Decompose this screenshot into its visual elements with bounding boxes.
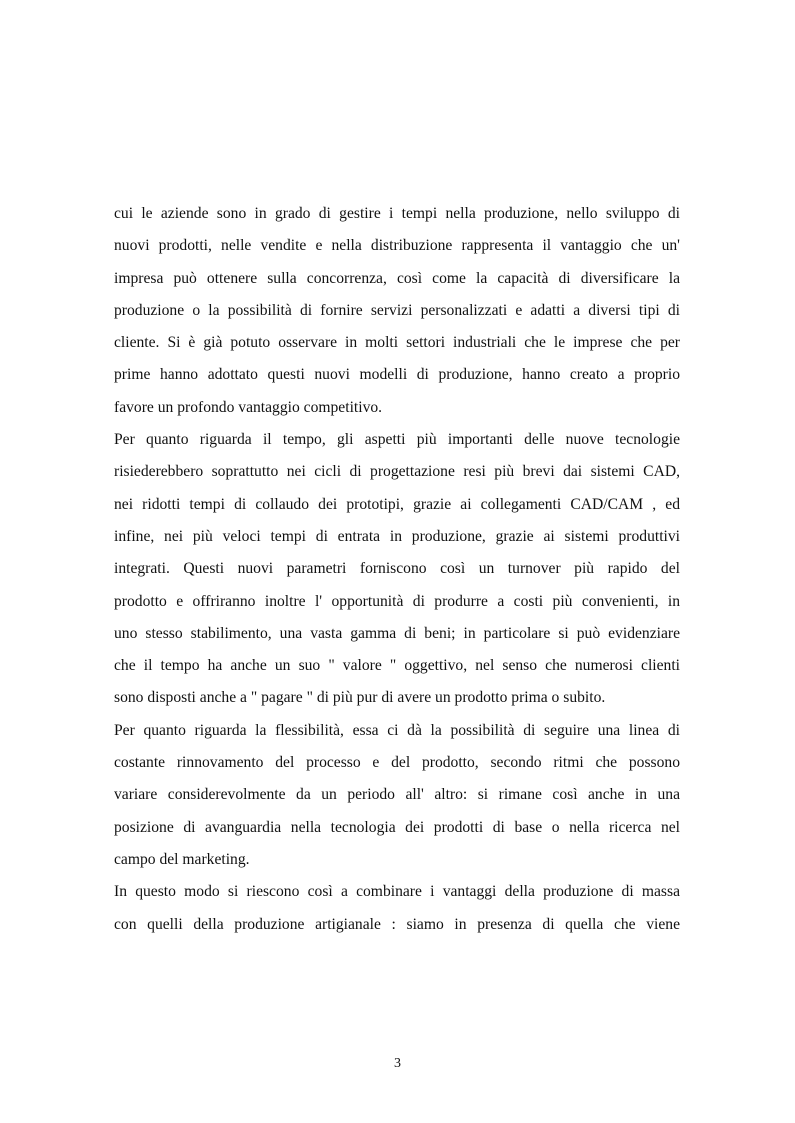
page-number: 3 — [394, 1056, 401, 1071]
text-line: produzione o la possibilità di fornire servizi personalizzati e adatti a diversi tipi di — [114, 301, 680, 319]
text-line: favore un profondo vantaggio competitivo. — [114, 398, 383, 416]
text-line: risiederebbero soprattutto nei cicli di progettazione resi più brevi dai sistemi CAD, — [114, 463, 680, 481]
text-line: con quelli della produzione artigianale : siamo in presenza di quella che viene — [114, 915, 680, 933]
text-line: che il tempo ha anche un suo " valore " oggettivo, nel senso che numerosi clienti — [114, 657, 680, 675]
text-line: variare considerevolmente da un periodo all' altro: si rimane così anche in una — [114, 786, 680, 804]
text-line: In questo modo si riescono così a combinare i vantaggi della produzione di massa — [114, 883, 680, 901]
text-line: infine, nei più veloci tempi di entrata in produzione, grazie ai sistemi produttivi — [114, 527, 680, 545]
text-line: posizione di avanguardia nella tecnologia dei prodotti di base o nella ricerca nel — [114, 818, 680, 836]
text-line: costante rinnovamento del processo e del prodotto, secondo ritmi che possono — [114, 754, 680, 772]
text-line: impresa può ottenere sulla concorrenza, così come la capacità di diversificare la — [114, 269, 680, 287]
text-line: nei ridotti tempi di collaudo dei prototipi, grazie ai collegamenti CAD/CAM , ed — [114, 495, 680, 513]
text-line: sono disposti anche a " pagare " di più pur di avere un prodotto prima o subito. — [114, 689, 606, 707]
text-line: Per quanto riguarda il tempo, gli aspetti più importanti delle nuove tecnologie — [114, 431, 680, 449]
text-line: cui le aziende sono in grado di gestire i tempi nella produzione, nello sviluppo di — [114, 205, 680, 222]
text-line: uno stesso stabilimento, una vasta gamma di beni; in particolare si può evidenziare — [114, 624, 680, 642]
text-line: campo del marketing. — [114, 850, 250, 868]
text-line: Per quanto riguarda la flessibilità, essa ci dà la possibilità di seguire una linea di — [114, 721, 680, 739]
text-line: cliente. Si è già potuto osservare in molti settori industriali che le imprese che per — [114, 334, 680, 352]
text-line: nuovi prodotti, nelle vendite e nella distribuzione rappresenta il vantaggio che un' — [114, 237, 680, 255]
text-line: prime hanno adottato questi nuovi modelli di produzione, hanno creato a proprio — [114, 366, 680, 384]
text-line: integrati. Questi nuovi parametri forniscono così un turnover più rapido del — [114, 560, 680, 578]
text-line: prodotto e offriranno inoltre l' opportunità di produrre a costi più convenienti, in — [114, 592, 680, 610]
body-text — [114, 198, 680, 941]
